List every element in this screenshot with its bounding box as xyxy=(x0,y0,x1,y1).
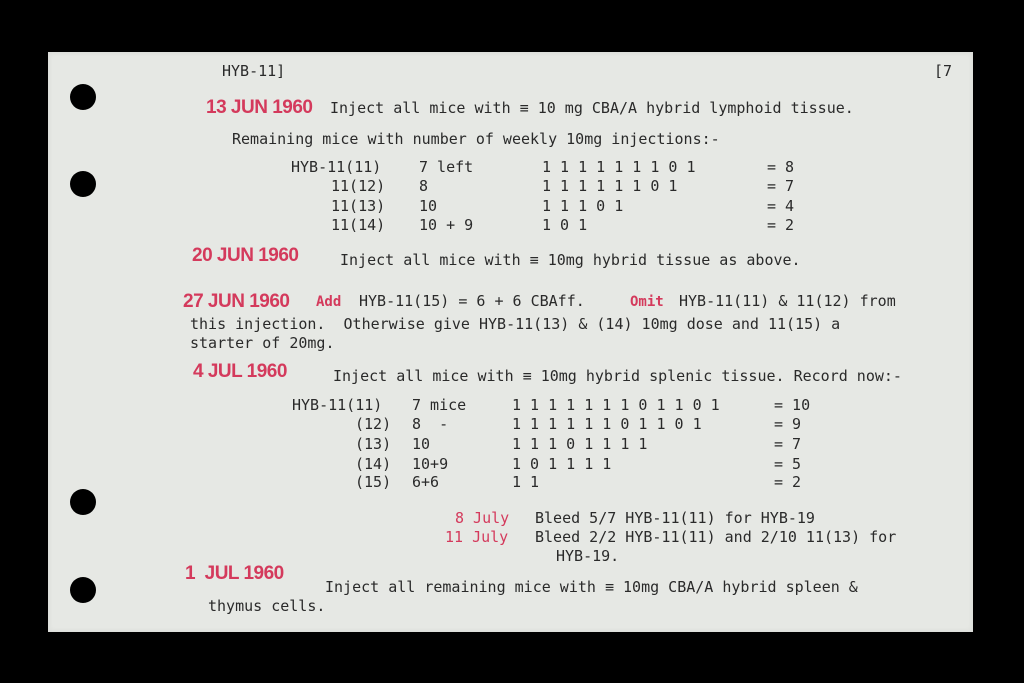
bleed-text: HYB-19. xyxy=(556,547,620,565)
note-card xyxy=(48,52,973,632)
bleed-text: Bleed 2/2 HYB-11(11) and 2/10 11(13) for xyxy=(535,528,897,546)
mouse-count: 10 xyxy=(419,197,438,215)
entry-text: thymus cells. xyxy=(208,597,326,615)
injection-sequence: 1 0 1 xyxy=(542,216,588,234)
injection-total: = 9 xyxy=(774,415,802,433)
mouse-count: 10 xyxy=(412,435,431,453)
mouse-count: 6+6 xyxy=(412,473,440,491)
mouse-group-id: 11(14) xyxy=(331,216,386,234)
bleed-text: Bleed 5/7 HYB-11(11) for HYB-19 xyxy=(535,509,815,527)
entry-subheading: Remaining mice with number of weekly 10mg injections:- xyxy=(232,130,720,148)
injection-total: = 2 xyxy=(767,216,795,234)
mouse-group-id: (13) xyxy=(355,435,392,453)
injection-sequence: 1 0 1 1 1 1 xyxy=(512,455,612,473)
date-stamp: 1 JUL 1960 xyxy=(185,563,284,584)
entry-text: Inject all mice with ≡ 10mg hybrid splenic tissue. Record now:- xyxy=(333,367,902,385)
entry-text: Inject all mice with ≡ 10mg hybrid tissue as above. xyxy=(340,251,801,269)
page-number: [7 xyxy=(934,62,953,80)
injection-sequence: 1 1 1 0 1 xyxy=(542,197,624,215)
date-stamp: 20 JUN 1960 xyxy=(192,245,299,266)
injection-sequence: 1 1 1 0 1 1 1 1 xyxy=(512,435,648,453)
mouse-group-id: (14) xyxy=(355,455,392,473)
entry-text: starter of 20mg. xyxy=(190,334,335,352)
mouse-group-id: HYB-11(11) xyxy=(292,396,383,414)
bleed-date: 8 July xyxy=(455,509,510,527)
injection-total: = 2 xyxy=(774,473,802,491)
omit-label: Omit xyxy=(630,294,664,310)
injection-total: = 7 xyxy=(774,435,802,453)
mouse-count: 10 + 9 xyxy=(419,216,474,234)
injection-sequence: 1 1 1 1 1 1 0 1 1 0 1 xyxy=(512,415,702,433)
injection-sequence: 1 1 1 1 1 1 0 1 xyxy=(542,177,678,195)
punch-hole xyxy=(70,489,96,515)
entry-text: HYB-11(11) & 11(12) from xyxy=(679,292,896,310)
mouse-count: 7 mice xyxy=(412,396,467,414)
entry-text: HYB-11(15) = 6 + 6 CBAff. xyxy=(359,292,585,310)
injection-total: = 10 xyxy=(774,396,811,414)
injection-total: = 4 xyxy=(767,197,795,215)
mouse-count: 8 - xyxy=(412,415,449,433)
injection-total: = 5 xyxy=(774,455,802,473)
mouse-group-id: 11(12) xyxy=(331,177,386,195)
injection-sequence: 1 1 xyxy=(512,473,540,491)
date-stamp: 4 JUL 1960 xyxy=(193,361,287,382)
date-stamp: 13 JUN 1960 xyxy=(206,97,313,118)
add-label: Add xyxy=(316,294,342,310)
injection-total: = 7 xyxy=(767,177,795,195)
punch-hole xyxy=(70,171,96,197)
entry-text: Inject all mice with ≡ 10 mg CBA/A hybrid lymphoid tissue. xyxy=(330,99,854,117)
bleed-date: 11 July xyxy=(445,528,509,546)
mouse-group-id: (15) xyxy=(355,473,392,491)
punch-hole xyxy=(70,577,96,603)
mouse-count: 7 left xyxy=(419,158,474,176)
mouse-group-id: 11(13) xyxy=(331,197,386,215)
mouse-count: 8 xyxy=(419,177,429,195)
injection-sequence: 1 1 1 1 1 1 1 0 1 xyxy=(542,158,696,176)
injection-total: = 8 xyxy=(767,158,795,176)
entry-text: this injection. Otherwise give HYB-11(13) & (14) 10mg dose and 11(15) a xyxy=(190,315,841,333)
mouse-group-id: HYB-11(11) xyxy=(291,158,382,176)
mouse-count: 10+9 xyxy=(412,455,449,473)
injection-sequence: 1 1 1 1 1 1 1 0 1 1 0 1 xyxy=(512,396,720,414)
card-reference: HYB-11] xyxy=(222,62,286,80)
date-stamp: 27 JUN 1960 xyxy=(183,291,290,312)
mouse-group-id: (12) xyxy=(355,415,392,433)
entry-text: Inject all remaining mice with ≡ 10mg CBA/A hybrid spleen & xyxy=(325,578,858,596)
punch-hole xyxy=(70,84,96,110)
